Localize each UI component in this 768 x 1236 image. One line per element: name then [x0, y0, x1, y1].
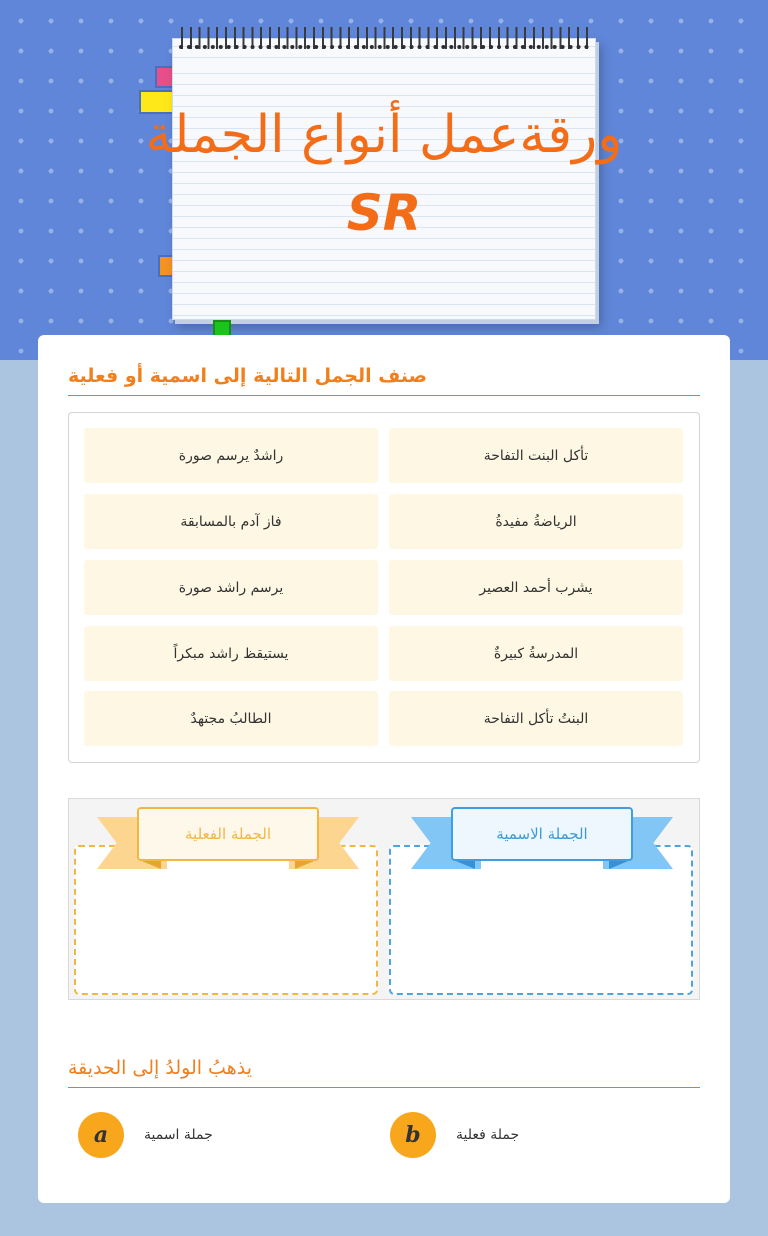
- drag-item[interactable]: راشدٌ يرسم صورة: [84, 428, 378, 483]
- ribbon-verbal: [97, 807, 359, 873]
- drag-item[interactable]: يستيقظ راشد مبكراً: [84, 626, 378, 681]
- option-label-b: جملة فعلية: [456, 1127, 520, 1143]
- drag-item[interactable]: الطالبُ مجتهدٌ: [84, 691, 378, 746]
- notebook-illustration: [172, 38, 596, 320]
- notebook-spiral: [179, 27, 589, 49]
- worksheet-card: [38, 335, 730, 1203]
- category-label-nominal: الجملة الاسمية: [451, 807, 633, 861]
- option-badge-b: b: [390, 1112, 436, 1158]
- draggable-items-box: [68, 412, 700, 763]
- worksheet-subtitle: SR: [346, 184, 422, 242]
- ribbon-nominal: [411, 807, 673, 873]
- answer-option-a[interactable]: [78, 1112, 213, 1158]
- drag-item[interactable]: البنتُ تأكل التفاحة: [389, 691, 683, 746]
- answer-option-b[interactable]: [390, 1112, 519, 1158]
- drag-item[interactable]: يرسم راشد صورة: [84, 560, 378, 615]
- drag-item[interactable]: فاز آدم بالمسابقة: [84, 494, 378, 549]
- drag-item[interactable]: المدرسةُ كبيرةٌ: [389, 626, 683, 681]
- category-label-verbal: الجملة الفعلية: [137, 807, 319, 861]
- drag-item[interactable]: يشرب أحمد العصير: [389, 560, 683, 615]
- drag-item[interactable]: الرياضةُ مفيدةُ: [389, 494, 683, 549]
- classification-area: [68, 798, 700, 1000]
- question-1-title: صنف الجمل التالية إلى اسمية أو فعلية: [68, 365, 700, 396]
- option-label-a: جملة اسمية: [144, 1127, 213, 1143]
- option-badge-a: a: [78, 1112, 124, 1158]
- question-2-title: يذهبُ الولدُ إلى الحديقة: [68, 1057, 700, 1088]
- worksheet-title: ورقةعمل أنواع الجملة: [145, 105, 623, 165]
- header-banner: [0, 0, 768, 360]
- drag-item[interactable]: تأكل البنت التفاحة: [389, 428, 683, 483]
